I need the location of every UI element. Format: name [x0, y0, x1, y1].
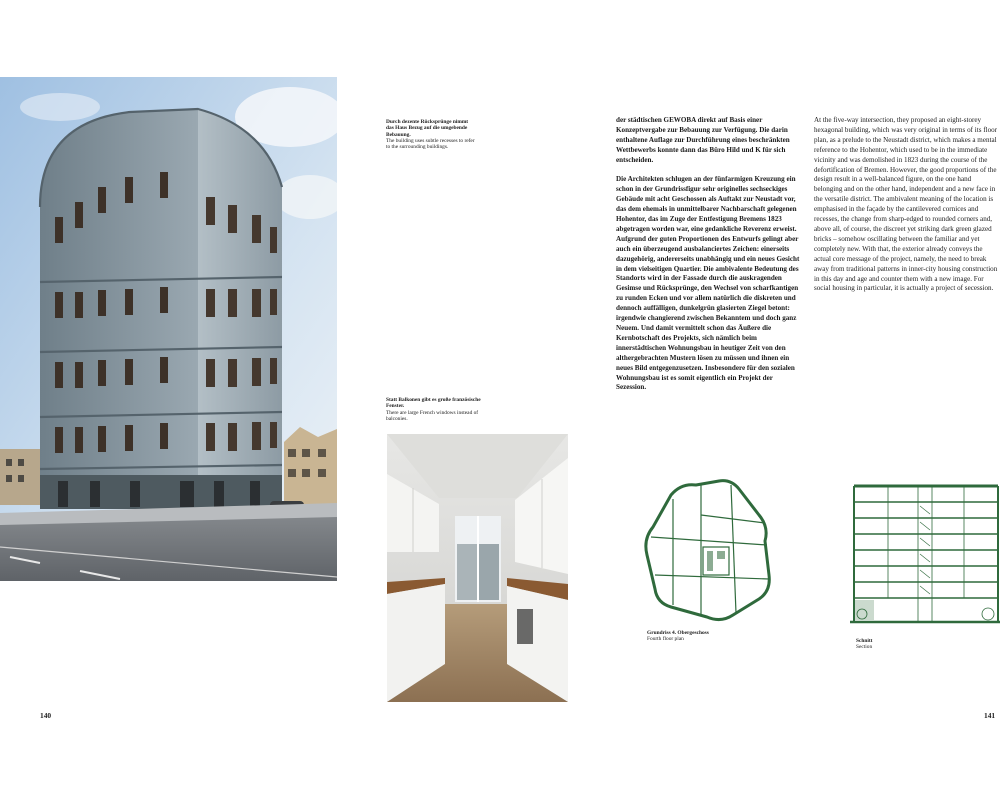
body-text-german [616, 116, 804, 403]
caption-exterior [386, 119, 476, 150]
caption-floor-plan-en: Fourth floor plan [647, 636, 684, 643]
body-de-paragraph-1: der städtischen GEWOBA direkt auf Basis einer Konzeptvergabe zur Bebauung zur Verfügung. Die darin enthaltene Auflage zur Durchführung eines beschränkten Wettbewerbs konnte dann das Büro Hild und K für sich entscheiden. [616, 116, 790, 164]
body-de-paragraph-2: Die Architekten schlugen an der fünfarmigen Kreuzung ein schon in der Grundrissfigur sehr originelles sechseckiges Gebäude mit acht Geschossen als Auftakt zur Neustadt vor, das dem ehemals in unmittelbarer Nachbarschaft gelegenen Hohentor, das im Zuge der Entfestigung Bremens 1823 abgetragen worden war, eine gedankliche Reverenz erweist. Aufgrund der guten Proportionen des Entwurfs gelingt aber auch ein überzeugend ausbalanciertes Zeichen: einerseits dazugehörig, andererseits unabhängig und ein neues Gesicht in dem vielseitigen Quartier. Die ambivalente Bedeutung des Standorts wird in der Fassade durch die auskragenden Gesimse und Rücksprünge, den Wechsel von scharfkantigen zu runden Ecken und vor allem natürlich die diskreten und dennoch auffälligen, dunkelgrün glasierten Ziegel betont: irgendwie changierend zwischen Bekanntem und doch ganz Neuem. Und damit vermittelt schon das Äußere die Kernbotschaft des Projekts, sich nämlich beim innerstädtischen Wohnungsbau in heutiger Zeit von den althergebrachten Mustern lösen zu müssen und ihnen ein neues Bild entgegenzusetzen. Insbesondere für den sozialen Wohnungsbau ist es somit eigentlich ein Projekt der Sezession. [616, 175, 800, 392]
body-en-paragraph-1: At the five-way intersection, they proposed an eight-storey hexagonal building, which was very original in terms of its floor plan, as a prelude to the Neustadt district, which makes a mental reference to the Hohentor, which used to be in the immediate vicinity and was demolished in 1823 during the course of the defortification of Bremen. However, the good proportions of the design result in a well-balanced figure, on the one hand belonging and on the other hand, independent and a new face in the versatile district. The ambivalent meaning of the location is emphasised in the façade by the cantilevered cornices and recesses, the change from sharp-edged to rounded corners and, above all, of course, the discreet yet striking dark green glazed bricks – somehow oscillating between the familiar and yet completely new. With that, the exterior already conveys the actual core message of the project, namely, the need to break away from traditional patterns in inner-city housing construction in this day and age and counter them with a new image. For social housing in particular, it is actually a project of secession. [814, 116, 998, 293]
floor-plan-drawing [641, 475, 777, 625]
caption-exterior-de: Durch dezente Rücksprünge nimmt das Haus Bezug auf die umgebende Bebauung. [386, 119, 469, 138]
page-number-right: 141 [984, 711, 996, 720]
body-text-english [814, 116, 1000, 304]
kitchen-interior-photo [387, 434, 568, 702]
caption-interior [386, 397, 486, 422]
caption-interior-de: Statt Balkonen gibt es große französische Fenster. [386, 397, 481, 410]
section-drawing [848, 476, 1000, 628]
caption-exterior-en: The building uses subtle recesses to refer to the surrounding buildings. [386, 137, 475, 151]
caption-floor-plan-de: Grundriss 4. Obergeschoss [647, 630, 709, 636]
building-exterior-photo [0, 77, 337, 581]
page-number-left: 140 [40, 711, 52, 720]
caption-section-de: Schnitt [856, 638, 873, 644]
caption-floor-plan [647, 630, 757, 643]
caption-section [856, 638, 916, 651]
caption-section-en: Section [856, 644, 873, 651]
caption-interior-en: There are large French windows instead of balconies. [386, 409, 479, 422]
